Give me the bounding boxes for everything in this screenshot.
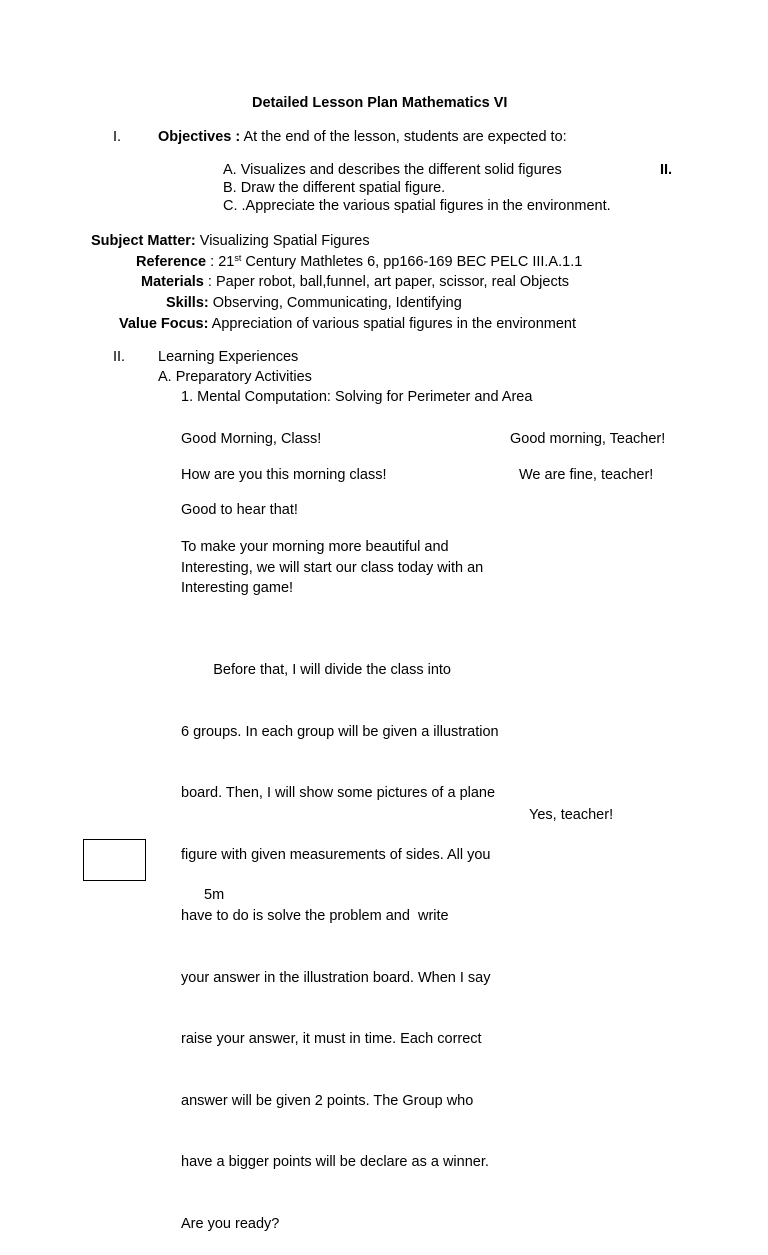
materials-label: Materials [141, 274, 204, 290]
paragraph-line: figure with given measurements of sides. All you [181, 846, 491, 863]
objective-item-b: B. Draw the different spatial figure. [223, 180, 446, 196]
section-numeral-1: I. [113, 129, 122, 145]
teacher-paragraph-2 [181, 619, 499, 1255]
teacher-paragraph-1 [181, 537, 483, 599]
materials-line [141, 273, 569, 291]
value-focus-label: Value Focus: [119, 316, 209, 332]
paragraph-line: have a bigger points will be declare as a winner. [181, 1154, 489, 1170]
student-line-3: Yes, teacher! [529, 807, 614, 823]
section-numeral-2: II. [113, 349, 126, 365]
value-focus-value: Appreciation of various spatial figures in the environment [208, 316, 576, 332]
paragraph-line: Interesting, we will start our class today with an [181, 559, 484, 576]
paragraph-line: Before that, I will divide the class into [181, 662, 451, 678]
objective-item-a: A. Visualizes and describes the different solid figures [223, 162, 562, 178]
reference-value: Century Mathletes 6, pp166-169 BEC PELC III.A.1.1 [241, 254, 583, 270]
value-focus-line [119, 315, 576, 333]
student-line-2: We are fine, teacher! [519, 467, 654, 483]
objectives-line [158, 128, 567, 146]
side-section-numeral: II. [660, 162, 673, 178]
materials-value: : Paper robot, ball,funnel, art paper, scissor, real Objects [203, 274, 569, 290]
paragraph-line: raise your answer, it must in time. Each correct [181, 1031, 482, 1047]
paragraph-line: Interesting game! [181, 580, 294, 596]
teacher-line-2: How are you this morning class! [181, 467, 387, 483]
reference-sup: st [234, 253, 242, 263]
skills-label: Skills: [166, 295, 209, 311]
reference-line [136, 253, 582, 271]
paragraph-line: board. Then, I will show some pictures of a plane [181, 785, 496, 801]
page-title: Detailed Lesson Plan Mathematics VI [252, 95, 508, 111]
rectangle-figure [83, 839, 146, 881]
mental-computation-heading: 1. Mental Computation: Solving for Perimeter and Area [181, 389, 533, 405]
paragraph-line: have to do is solve the problem and write [181, 908, 449, 924]
preparatory-activities-heading: A. Preparatory Activities [158, 369, 312, 385]
teacher-line-1: Good Morning, Class! [181, 431, 322, 447]
skills-line [166, 294, 462, 312]
learning-experiences-heading: Learning Experiences [158, 349, 299, 365]
objectives-label: Objectives : [158, 129, 241, 145]
skills-value: Observing, Communicating, Identifying [208, 295, 462, 311]
paragraph-line: To make your morning more beautiful and [181, 539, 449, 555]
subject-matter-label: Subject Matter: [91, 233, 196, 249]
figure-measurement-label: 5m [204, 887, 225, 903]
paragraph-line: Are you ready? [181, 1215, 280, 1232]
objective-item-c: C. .Appreciate the various spatial figures in the environment. [223, 198, 611, 214]
subject-matter-line [91, 232, 370, 250]
subject-matter-value: Visualizing Spatial Figures [199, 233, 370, 249]
student-line-1: Good morning, Teacher! [510, 431, 666, 447]
paragraph-line: 6 groups. In each group will be given a illustration [181, 723, 499, 740]
paragraph-line: answer will be given 2 points. The Group who [181, 1092, 474, 1109]
objectives-text: At the end of the lesson, students are expected to: [243, 129, 567, 145]
paragraph-line: your answer in the illustration board. When I say [181, 969, 491, 986]
reference-prefix: : 21 [206, 254, 235, 270]
teacher-line-3: Good to hear that! [181, 502, 298, 518]
reference-label: Reference [136, 254, 207, 270]
